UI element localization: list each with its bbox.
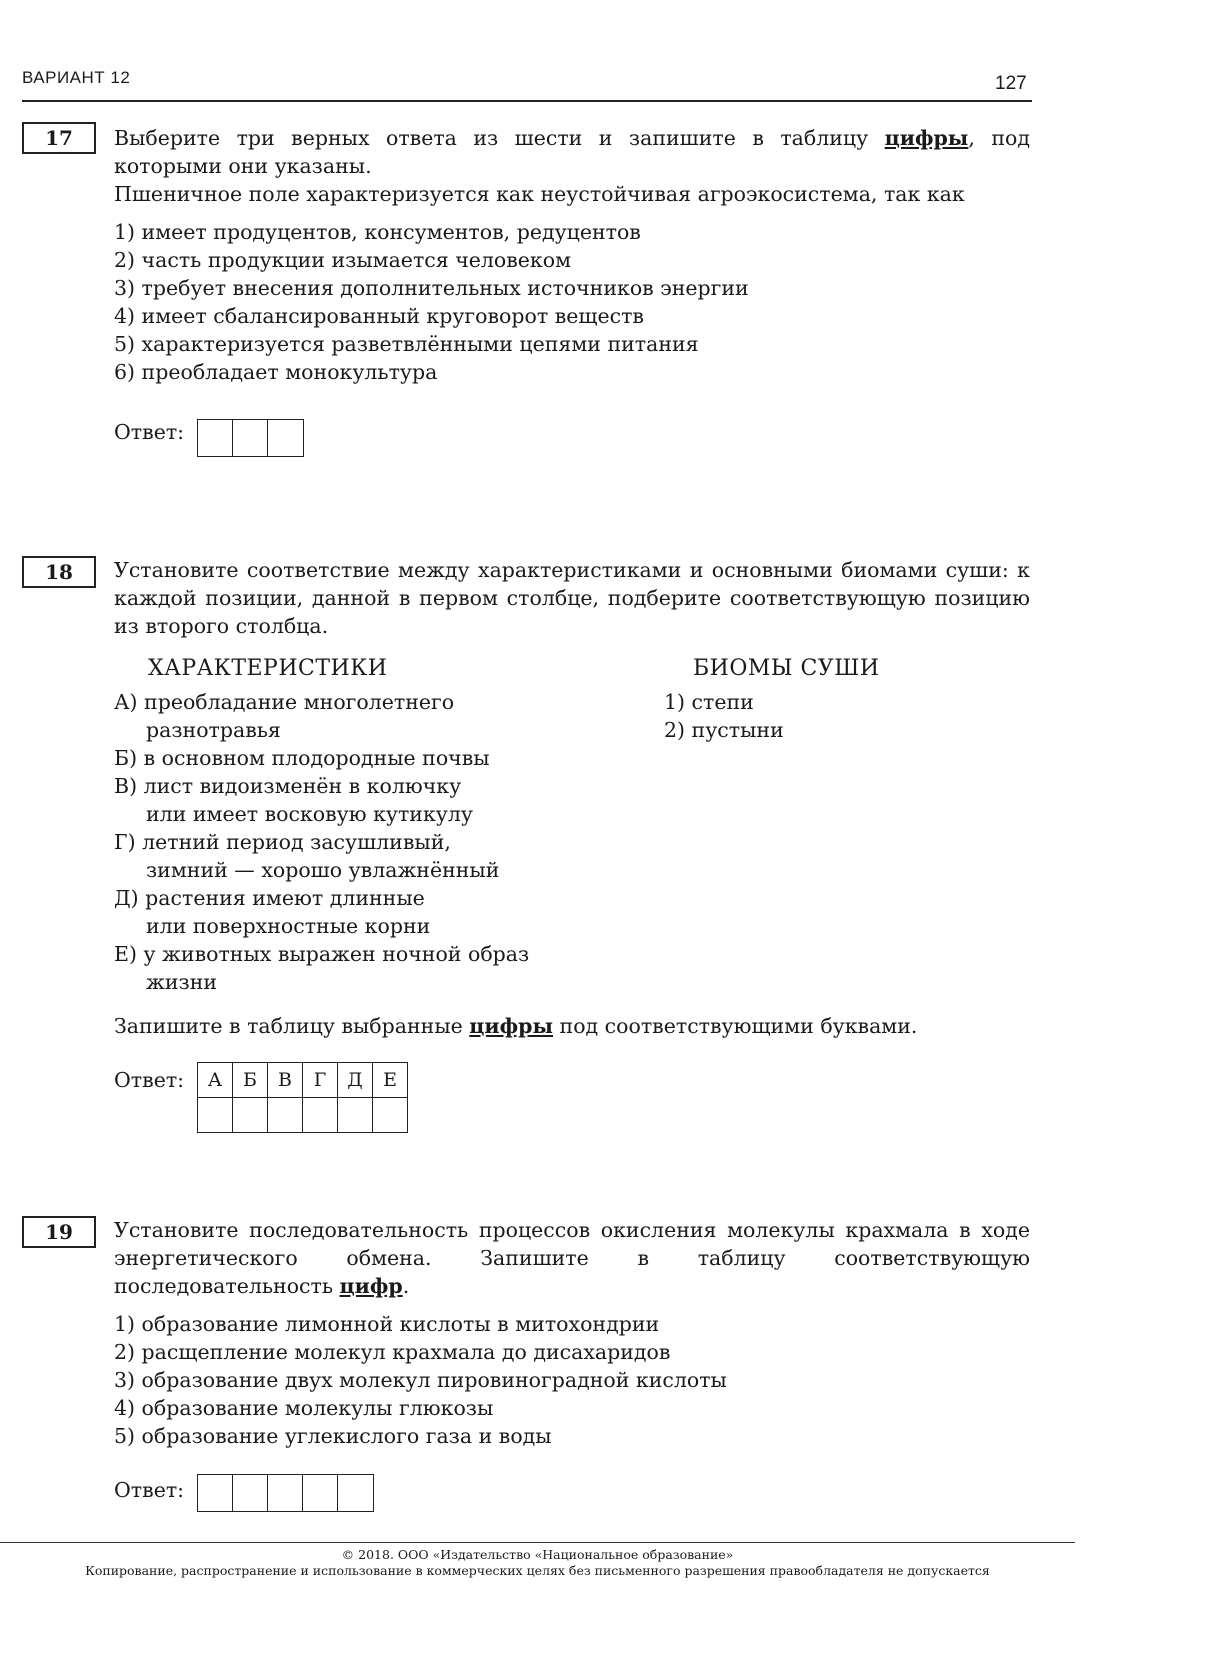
answer-grid-letter: В: [268, 1063, 303, 1098]
question-19-answer-boxes[interactable]: [197, 1474, 374, 1512]
answer-cell[interactable]: [268, 1475, 303, 1511]
answer-cell[interactable]: [198, 420, 233, 456]
answer-cell[interactable]: [268, 420, 303, 456]
question-18-number: 18: [22, 556, 96, 588]
answer-cell[interactable]: [338, 1098, 373, 1133]
question-19-intro-tail: .: [402, 1274, 410, 1298]
question-17-intro-emphasis: цифры: [884, 126, 969, 150]
biomes-heading: БИОМЫ СУШИ: [693, 656, 880, 681]
question-17-option: 6) преобладает монокультура: [114, 360, 438, 384]
answer-grid-letter: Г: [303, 1063, 338, 1098]
characteristic-item-continued: жизни: [146, 970, 218, 994]
question-19-intro: [114, 1216, 1030, 1300]
variant-label: ВАРИАНТ 12: [22, 68, 131, 87]
page-number: 127: [995, 73, 1027, 94]
characteristic-item: Б) в основном плодородные почвы: [114, 746, 490, 770]
footer-rule: [0, 1542, 1075, 1543]
answer-cell[interactable]: [338, 1475, 373, 1511]
question-18-instruction: [114, 1012, 917, 1040]
question-17-stem: Пшеничное поле характеризуется как неустойчивая агроэкосистема, так как: [114, 182, 965, 206]
question-17-answer-label: Ответ:: [114, 420, 185, 444]
question-18-answer-grid: [197, 1062, 408, 1133]
question-19-option: 5) образование углекислого газа и воды: [114, 1424, 552, 1448]
answer-grid-letters-row: [198, 1063, 408, 1098]
answer-cell[interactable]: [268, 1098, 303, 1133]
characteristic-item-continued: или поверхностные корни: [146, 914, 431, 938]
biome-item: 2) пустыни: [664, 718, 784, 742]
footer-notice: Копирование, распространение и использование в коммерческих целях без письменного разрешения правообладателя не допускается: [85, 1563, 990, 1578]
characteristic-item: Е) у животных выражен ночной образ: [114, 942, 530, 966]
question-17-option: 5) характеризуется разветвлёнными цепями питания: [114, 332, 699, 356]
question-19-intro-text: Установите последовательность процессов окисления молекулы крахмала в ходе энергетического обмена. Запишите в таблицу соответствующую последовательность: [114, 1218, 1030, 1298]
characteristic-item: А) преобладание многолетнего: [114, 690, 455, 714]
question-17-intro-text: Выберите три верных ответа из шести и запишите в таблицу: [114, 126, 885, 150]
answer-grid-letter: А: [198, 1063, 233, 1098]
answer-grid-input-row: [198, 1098, 408, 1133]
question-17-intro: [114, 124, 1030, 180]
characteristic-item-continued: зимний — хорошо увлажнённый: [146, 858, 500, 882]
characteristic-item-continued: или имеет восковую кутикулу: [146, 802, 473, 826]
characteristic-item-continued: разнотравья: [146, 718, 281, 742]
question-17-option: 4) имеет сбалансированный круговорот веществ: [114, 304, 644, 328]
answer-cell[interactable]: [233, 1098, 268, 1133]
question-19-option: 2) расщепление молекул крахмала до дисахаридов: [114, 1340, 671, 1364]
question-18-instruction-text: Запишите в таблицу выбранные: [114, 1014, 470, 1038]
answer-cell[interactable]: [233, 1475, 268, 1511]
answer-grid-letter: Д: [338, 1063, 373, 1098]
answer-cell[interactable]: [373, 1098, 408, 1133]
answer-cell[interactable]: [198, 1098, 233, 1133]
question-17-answer-boxes[interactable]: [197, 419, 304, 457]
question-17-option: 3) требует внесения дополнительных источников энергии: [114, 276, 749, 300]
header-rule: [22, 100, 1032, 102]
characteristic-item: В) лист видоизменён в колючку: [114, 774, 462, 798]
answer-grid-letter: Б: [233, 1063, 268, 1098]
question-18-answer-label: Ответ:: [114, 1068, 185, 1092]
question-19-intro-emphasis: цифр: [339, 1274, 403, 1298]
answer-grid-letter: Е: [373, 1063, 408, 1098]
characteristic-item: Д) растения имеют длинные: [114, 886, 425, 910]
question-19-option: 3) образование двух молекул пировиноградной кислоты: [114, 1368, 727, 1392]
answer-cell[interactable]: [233, 420, 268, 456]
question-18-instruction-emphasis: цифры: [469, 1014, 554, 1038]
answer-cell[interactable]: [303, 1098, 338, 1133]
question-19-number: 19: [22, 1216, 96, 1248]
question-19-option: 4) образование молекулы глюкозы: [114, 1396, 494, 1420]
question-17-number: 17: [22, 122, 96, 154]
question-19-option: 1) образование лимонной кислоты в митохондрии: [114, 1312, 660, 1336]
question-17-option: 2) часть продукции изымается человеком: [114, 248, 572, 272]
question-18-instruction-tail: под соответствующими буквами.: [553, 1014, 918, 1038]
answer-cell[interactable]: [303, 1475, 338, 1511]
characteristics-heading: ХАРАКТЕРИСТИКИ: [148, 656, 388, 681]
question-17-intro-tail: , под которыми они указаны.: [114, 126, 1030, 178]
biome-item: 1) степи: [664, 690, 754, 714]
answer-cell[interactable]: [198, 1475, 233, 1511]
question-17-option: 1) имеет продуцентов, консументов, редуцентов: [114, 220, 641, 244]
question-19-answer-label: Ответ:: [114, 1478, 185, 1502]
characteristic-item: Г) летний период засушливый,: [114, 830, 451, 854]
footer-copyright: © 2018. ООО «Издательство «Национальное образование»: [341, 1547, 734, 1562]
question-18-intro: Установите соответствие между характеристиками и основными биомами суши: к каждой позиции, данной в первом столбце, подберите соответствующую позицию из второго столбца.: [114, 558, 1030, 638]
